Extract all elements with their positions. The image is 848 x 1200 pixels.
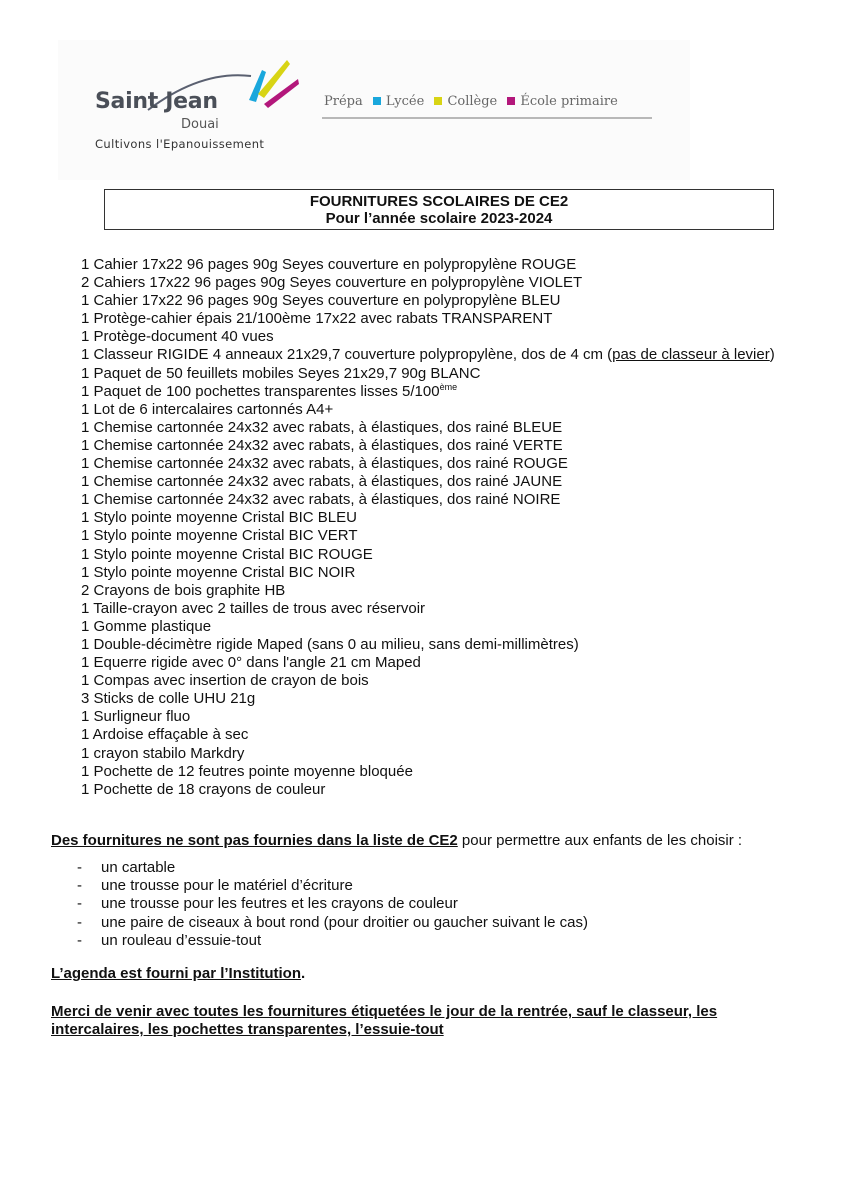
list-item: 1 Compas avec insertion de crayon de bois — [81, 672, 369, 690]
list-item: 1 Paquet de 50 feuillets mobiles Seyes 21x29,7 90g BLANC — [81, 364, 481, 382]
list-item — [81, 346, 775, 364]
not-supplied-list — [77, 859, 588, 950]
list-item: 1 Ardoise effaçable à sec — [81, 726, 249, 744]
list-item: 1 Surligneur fluo — [81, 708, 191, 726]
dash-bullet: - — [77, 895, 82, 913]
underlined-note: pas de classeur à levier — [612, 346, 770, 364]
list-item: 1 Cahier 17x22 96 pages 90g Seyes couverture en polypropylène BLEU — [81, 292, 561, 310]
list-item: 1 Double-décimètre rigide Maped (sans 0 au milieu, sans demi-millimètres) — [81, 635, 579, 653]
level-college: Collège — [447, 94, 498, 109]
level-square-magenta — [507, 97, 515, 105]
not-supplied-intro — [51, 832, 742, 850]
list-item: 1 crayon stabilo Markdry — [81, 744, 245, 762]
dash-bullet: - — [77, 913, 82, 931]
level-prepa: Prépa — [324, 94, 363, 109]
document-title: FOURNITURES SCOLAIRES DE CE2 — [309, 193, 569, 210]
closing-note — [51, 1003, 717, 1039]
list-item: 1 Chemise cartonnée 24x32 avec rabats, à élastiques, dos rainé JAUNE — [81, 473, 563, 491]
supply-text: 1 Paquet de 100 pochettes transparentes lisses 5/100 — [81, 382, 440, 400]
list-item: 1 Chemise cartonnée 24x32 avec rabats, à élastiques, dos rainé BLEUE — [81, 418, 563, 436]
list-item: 1 Protège-cahier épais 21/100ème 17x22 avec rabats TRANSPARENT — [81, 310, 553, 328]
list-item: 2 Crayons de bois graphite HB — [81, 581, 286, 599]
level-ecole-primaire: École primaire — [520, 94, 618, 109]
list-item — [77, 914, 588, 932]
list-item-text: une trousse pour le matériel d’écriture — [101, 877, 353, 895]
list-item: 1 Chemise cartonnée 24x32 avec rabats, à élastiques, dos rainé VERTE — [81, 436, 563, 454]
not-supplied-rest: pour permettre aux enfants de les choisir : — [457, 832, 743, 849]
list-item-text: un cartable — [101, 859, 176, 876]
list-item: 1 Protège-document 40 vues — [81, 328, 274, 346]
supply-list — [81, 256, 775, 799]
list-item: 1 Stylo pointe moyenne Cristal BIC BLEU — [81, 509, 357, 527]
list-item-text: une paire de ciseaux à bout rond (pour droitier ou gaucher suivant le cas) — [101, 913, 588, 931]
supply-text: 1 Classeur RIGIDE 4 anneaux 21x29,7 couverture polypropylène, dos de 4 cm ( — [81, 346, 613, 364]
list-item: 1 Gomme plastique — [81, 617, 212, 635]
agenda-note — [51, 965, 305, 983]
list-item — [81, 383, 775, 401]
list-item: 3 Sticks de colle UHU 21g — [81, 690, 256, 708]
list-item: 2 Cahiers 17x22 96 pages 90g Seyes couverture en polypropylène VIOLET — [81, 274, 583, 292]
document-title-box — [104, 189, 774, 230]
list-item: 1 Stylo pointe moyenne Cristal BIC VERT — [81, 527, 358, 545]
superscript: ème — [439, 381, 458, 392]
dash-bullet: - — [77, 931, 82, 949]
level-lycee: Lycée — [385, 94, 425, 109]
list-item — [77, 877, 588, 895]
dash-bullet: - — [77, 859, 82, 876]
closing-line-1: Merci de venir avec toutes les fournitures étiquetées le jour de la rentrée, sauf le classeur, les — [51, 1003, 718, 1020]
list-item: 1 Cahier 17x22 96 pages 90g Seyes couverture en polypropylène ROUGE — [81, 256, 577, 273]
levels-underline — [322, 117, 652, 119]
supply-text-end: ) — [769, 346, 775, 364]
closing-line-2: intercalaires, les pochettes transparentes, l’essuie-tout — [51, 1021, 444, 1038]
agenda-text: L’agenda est fourni par l’Institution — [51, 965, 302, 982]
list-item — [77, 859, 588, 877]
level-square-yellow — [434, 97, 442, 105]
list-item: 1 Equerre rigide avec 0° dans l'angle 21 cm Maped — [81, 654, 421, 672]
list-item — [77, 932, 588, 950]
list-item — [77, 895, 588, 913]
dash-bullet: - — [77, 877, 82, 895]
list-item-text: une trousse pour les feutres et les crayons de couleur — [101, 895, 458, 913]
not-supplied-heading: Des fournitures ne sont pas fournies dans la liste de CE2 — [51, 832, 458, 849]
level-square-blue — [373, 97, 381, 105]
list-item: 1 Stylo pointe moyenne Cristal BIC NOIR — [81, 563, 356, 581]
list-item: 1 Pochette de 18 crayons de couleur — [81, 780, 326, 798]
school-city: Douai — [181, 117, 219, 132]
school-name: Saint Jean — [95, 89, 218, 114]
list-item: 1 Pochette de 12 feutres pointe moyenne bloquée — [81, 762, 413, 780]
list-item: 1 Chemise cartonnée 24x32 avec rabats, à élastiques, dos rainé ROUGE — [81, 455, 568, 473]
school-motto: Cultivons l'Epanouissement — [95, 137, 265, 151]
school-levels — [324, 94, 624, 109]
school-year: Pour l’année scolaire 2023-2024 — [325, 210, 553, 227]
agenda-period: . — [301, 965, 306, 982]
list-item: 1 Lot de 6 intercalaires cartonnés A4+ — [81, 400, 334, 418]
list-item: 1 Chemise cartonnée 24x32 avec rabats, à élastiques, dos rainé NOIRE — [81, 491, 561, 509]
list-item: 1 Stylo pointe moyenne Cristal BIC ROUGE — [81, 545, 373, 563]
list-item-text: un rouleau d’essuie-tout — [101, 931, 262, 949]
list-item: 1 Taille-crayon avec 2 tailles de trous avec réservoir — [81, 599, 426, 617]
